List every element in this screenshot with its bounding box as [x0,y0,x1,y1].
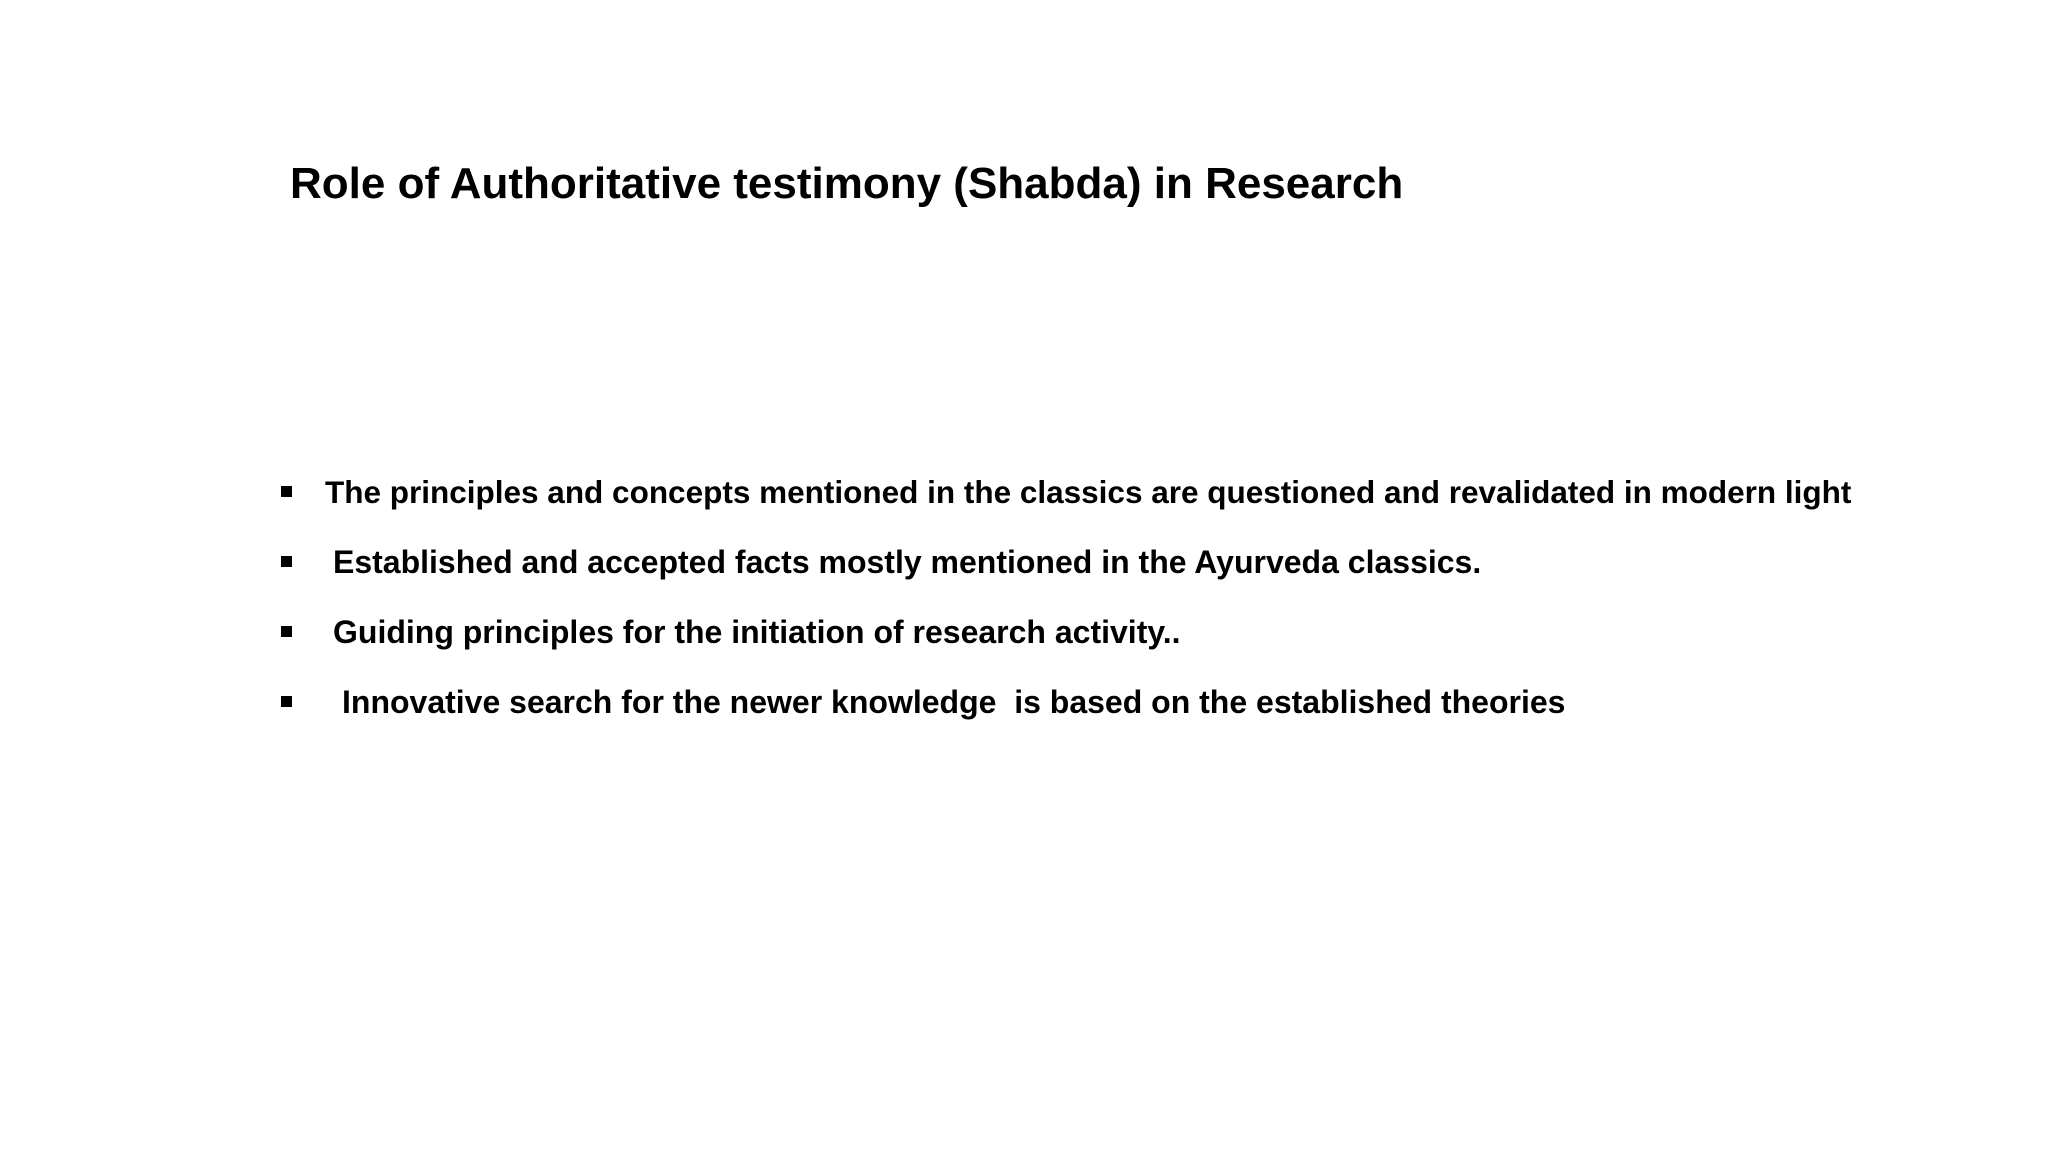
square-bullet-icon [281,626,292,637]
square-bullet-icon [281,696,292,707]
square-bullet-icon [281,556,292,567]
slide-title: Role of Authoritative testimony (Shabda) in Research [290,159,1404,208]
bullet-text: Established and accepted facts mostly mentioned in the Ayurveda classics. [333,544,1482,580]
bullet-text: Innovative search for the newer knowledge is based on the established theories [342,684,1566,720]
bullet-text: Guiding principles for the initiation of research activity.. [333,614,1181,650]
square-bullet-icon [281,486,292,497]
bullet-text: The principles and concepts mentioned in the classics are questioned and revalidated in modern light [325,474,1852,510]
